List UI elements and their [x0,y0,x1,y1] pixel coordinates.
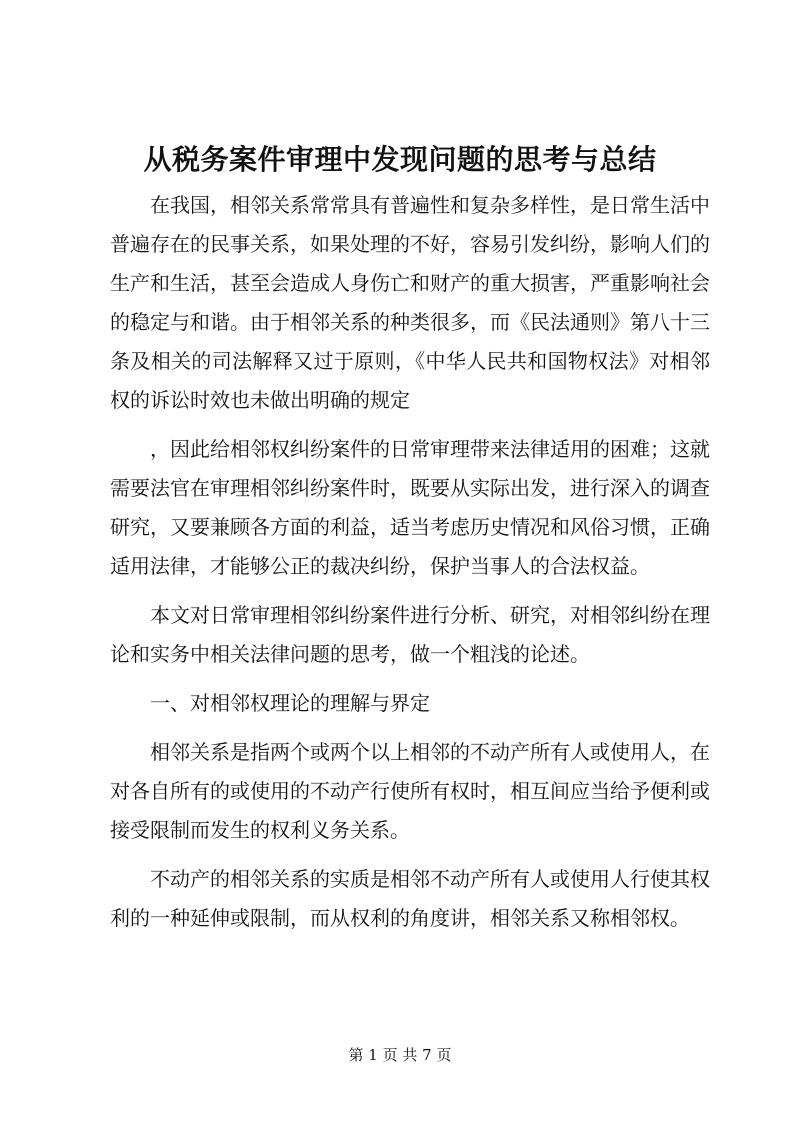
document-body [110,186,710,948]
paragraph-definition: 相邻关系是指两个或两个以上相邻的不动产所有人或使用人，在对各自所有的或使用的不动产行使所有权时，相互间应当给予便利或接受限制而发生的权利义务关系。 [110,740,710,842]
paragraph-purpose: 本文对日常审理相邻纠纷案件进行分析、研究，对相邻纠纷在理论和实务中相关法律问题的思考，做一个粗浅的论述。 [110,603,710,666]
page-footer: 第 1 页 共 7 页 [348,1046,452,1064]
document-title: 从税务案件审理中发现问题的思考与总结 [143,143,657,176]
paragraph-continuation: ，因此给相邻权纠纷案件的日常审理带来法律适用的困难；这就需要法官在审理相邻纠纷案件时，既要从实际出发，进行深入的调查研究，又要兼顾各方面的利益，适当考虑历史情况和风俗习惯，正确适用法律，才能够公正的裁决纠纷，保护当事人的合法权益。 [110,437,710,578]
section-heading-1: 一、对相邻权理论的理解与界定 [150,691,430,715]
paragraph-essence: 不动产的相邻关系的实质是相邻不动产所有人或使用人行使其权利的一种延伸或限制，而从权利的角度讲，相邻关系又称相邻权。 [110,867,710,930]
paragraph-intro: 在我国，相邻关系常常具有普遍性和复杂多样性，是日常生活中普遍存在的民事关系，如果处理的不好，容易引发纠纷，影响人们的生产和生活，甚至会造成人身伤亡和财产的重大损害，严重影响社会的稳定与和谐。由于相邻关系的种类很多，而《民法通则》第八十三条及相关的司法解释又过于原则，《中华人民共和国物权法》对相邻权的诉讼时效也未做出明确的规定 [110,193,710,412]
